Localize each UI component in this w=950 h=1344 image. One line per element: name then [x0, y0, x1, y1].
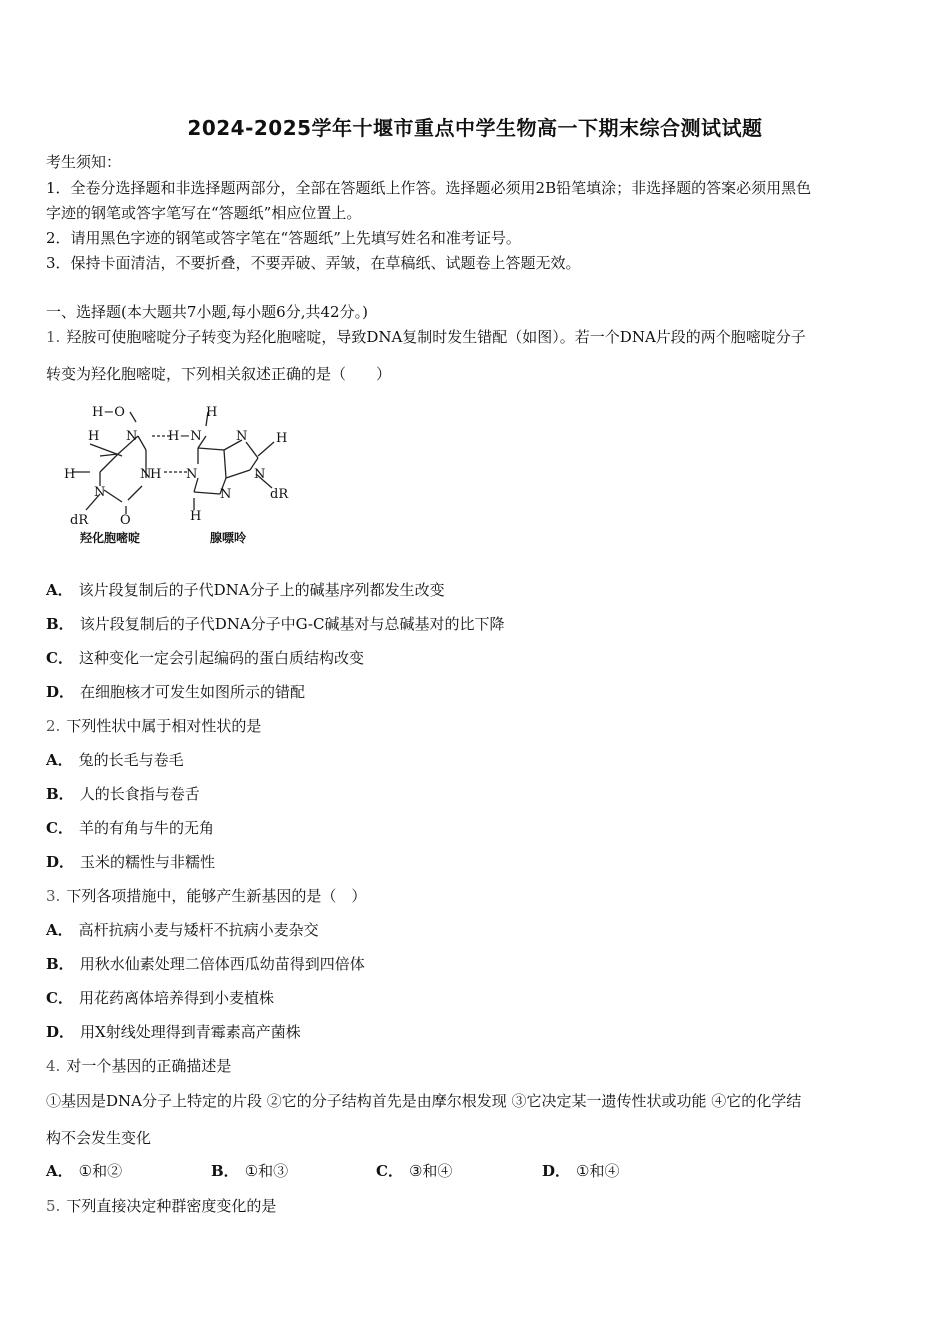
question-1-option-b[interactable]: B． 该片段复制后的子代DNA分子中G-C碱基对与总碱基对的比下降 [46, 615, 505, 633]
figure-label-left: 羟化胞嘧啶 [80, 531, 141, 545]
notice-item-1: 1．全卷分选择题和非选择题两部分，全部在答题纸上作答。选择题必须用2B铅笔填涂；非选择题的答案必须用黑色 [46, 179, 812, 197]
page-title: 2024-2025学年十堰市重点中学生物高一下期末综合测试试题 [187, 116, 763, 140]
atom-label: N [254, 467, 266, 482]
question-4-stem: 4. 对一个基因的正确描述是 [46, 1057, 232, 1075]
atom-label: N [126, 429, 138, 444]
question-4-statements: ①基因是DNA分子上特定的片段 ②它的分子结构首先是由摩尔根发现 ③它决定某一遗传性状或功能 ④它的化学结 [46, 1092, 802, 1110]
notice-item-2: 2．请用黑色字迹的钢笔或答字笔在“答题纸”上先填写姓名和准考证号。 [46, 229, 521, 247]
notice-item-3: 3．保持卡面清洁，不要折叠，不要弄破、弄皱，在草稿纸、试题卷上答题无效。 [46, 254, 581, 272]
notice-item-1-cont: 字迹的钢笔或答字笔写在“答题纸”相应位置上。 [46, 204, 362, 222]
atom-label: H [190, 509, 202, 524]
question-3-option-a[interactable]: A． 高杆抗病小麦与矮杆不抗病小麦杂交 [46, 921, 319, 939]
atom-label: H−O [92, 405, 125, 420]
question-5-stem: 5. 下列直接决定种群密度变化的是 [46, 1197, 277, 1215]
question-2-option-a[interactable]: A． 兔的长毛与卷毛 [46, 751, 184, 769]
question-1-option-c[interactable]: C． 这种变化一定会引起编码的蛋白质结构改变 [46, 649, 364, 667]
atom-label: H [206, 405, 218, 420]
question-2-option-b[interactable]: B． 人的长食指与卷舌 [46, 785, 200, 803]
atom-label: H [150, 467, 162, 482]
question-number: 1. [46, 328, 61, 346]
atom-label: dR [270, 487, 289, 502]
question-2-option-d[interactable]: D． 玉米的糯性与非糯性 [46, 853, 216, 871]
question-1-option-d[interactable]: D． 在细胞核才可发生如图所示的错配 [46, 683, 306, 701]
question-4-option-b[interactable]: B． ①和③ [211, 1162, 289, 1180]
question-4-options [46, 1160, 906, 1182]
question-4-option-d[interactable]: D． ①和④ [542, 1162, 620, 1180]
base-pair-figure [60, 398, 300, 550]
atom-label: N [236, 429, 248, 444]
question-3-option-b[interactable]: B． 用秋水仙素处理二倍体西瓜幼苗得到四倍体 [46, 955, 365, 973]
question-4-option-a[interactable]: A． ①和② [46, 1162, 123, 1180]
question-1-stem-cont: 转变为羟化胞嘧啶，下列相关叙述正确的是（ ） [46, 365, 392, 383]
figure-label-right: 腺嘌呤 [210, 531, 247, 545]
atom-label: N [186, 467, 198, 482]
notice-heading: 考生须知： [46, 153, 122, 171]
question-4-statements-cont: 构不会发生变化 [46, 1129, 152, 1147]
atom-label: H [64, 467, 76, 482]
question-3-option-d[interactable]: D． 用X射线处理得到青霉素高产菌株 [46, 1023, 301, 1041]
section-heading: 一、选择题(本大题共7小题,每小题6分,共42分。) [46, 303, 368, 321]
question-3-stem: 3. 下列各项措施中，能够产生新基因的是（ ） [46, 887, 367, 905]
atom-label: O [120, 513, 131, 528]
question-2-option-c[interactable]: C． 羊的有角与牛的无角 [46, 819, 214, 837]
atom-label: H [88, 429, 100, 444]
question-3-option-c[interactable]: C． 用花药离体培养得到小麦植株 [46, 989, 274, 1007]
question-2-stem: 2. 下列性状中属于相对性状的是 [46, 717, 262, 735]
question-1-stem: 1. 羟胺可使胞嘧啶分子转变为羟化胞嘧啶，导致DNA复制时发生错配（如图）。若一个DNA片段的两个胞嘧啶分子 [46, 328, 806, 346]
atom-label: N [140, 467, 152, 482]
atom-label: N [220, 487, 232, 502]
question-1-option-a[interactable]: A． 该片段复制后的子代DNA分子上的碱基序列都发生改变 [46, 581, 445, 599]
atom-label: N [94, 485, 106, 500]
atom-label: H [276, 431, 288, 446]
question-4-option-c[interactable]: C． ③和④ [376, 1162, 453, 1180]
atom-label: dR [70, 513, 89, 528]
atom-label: H−N [168, 429, 202, 444]
